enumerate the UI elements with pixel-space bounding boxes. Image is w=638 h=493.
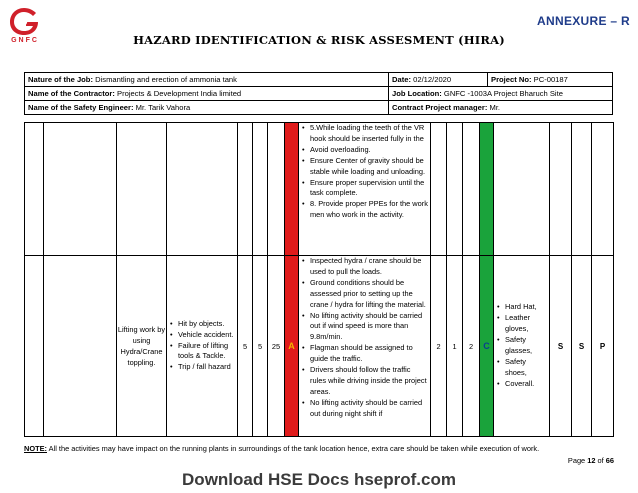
hazard-item: • Failure of lifting tools & Tackle.	[169, 341, 235, 363]
cell-s1	[550, 123, 572, 256]
hira-row-continued	[25, 123, 614, 256]
hira-table	[24, 122, 614, 437]
date-value: 02/12/2020	[413, 75, 452, 84]
cell-risk	[268, 123, 285, 256]
contract-pm-value: Mr.	[489, 103, 501, 112]
cell-s2	[572, 123, 592, 256]
footer-note	[24, 444, 539, 453]
cell-residual-class-green	[480, 123, 494, 256]
project-no-cell: Project No: PC-00187	[488, 73, 613, 87]
info-row-2	[25, 87, 613, 101]
nature-of-job-value: Dismantling and erection of ammonia tank	[95, 75, 237, 84]
job-info-table	[24, 72, 613, 115]
cell-sub-activity	[44, 256, 117, 437]
cell-risk: 25	[268, 256, 285, 437]
hazard-list	[167, 319, 237, 374]
cell-activity	[117, 123, 167, 256]
cell-sub-activity	[44, 123, 117, 256]
contractor-cell: Name of the Contractor: Projects & Development India limited	[25, 87, 389, 101]
cell-residual-likelihood	[447, 123, 463, 256]
cell-controls	[299, 256, 431, 437]
control-item: • 5.While loading the teeth of the VR hook should be inserted fully in the	[301, 123, 428, 145]
cell-likelihood	[253, 123, 268, 256]
hira-row-lifting	[25, 256, 614, 437]
cell-ppe	[494, 123, 550, 256]
cell-residual-class: C	[480, 256, 494, 437]
cell-residual-severity	[431, 123, 447, 256]
page-title: HAZARD IDENTIFICATION & RISK ASSESMENT (HIRA)	[133, 33, 505, 47]
cell-s2: S	[572, 256, 592, 437]
info-row-3	[25, 101, 613, 115]
cell-activity: Lifting work by using Hydra/Crane toppling.	[117, 256, 167, 437]
safety-engineer-value: Mr. Tarik Vahora	[135, 103, 191, 112]
hazard-item: • Hit by objects.	[169, 319, 235, 330]
ppe-item: • Leather gloves,	[496, 313, 547, 335]
control-item: • No lifting activity should be carried out during night shift if	[301, 398, 428, 420]
ppe-list	[494, 302, 549, 389]
hazard-item: • Trip / fall hazard	[169, 362, 235, 373]
date-cell: Date: 02/12/2020	[389, 73, 488, 87]
cell-risk-class-red	[285, 123, 299, 256]
control-item: • Ground conditions should be assessed prior to setting up the crane / hydra for lifting the material.	[301, 278, 428, 311]
control-item: • Flagman should be assigned to guide the traffic.	[301, 343, 428, 365]
note-text: All the activities may have impact on the running plants in surroundings of the tank location hence, extra care should be taken while execution of work.	[47, 444, 540, 453]
cell-p: P	[592, 256, 614, 437]
control-item: • Ensure Center of gravity should be stable while loading and unloading.	[301, 156, 428, 178]
cell-hazard	[167, 256, 238, 437]
controls-list	[299, 256, 430, 420]
annexure-label: ANNEXURE – R	[537, 14, 630, 28]
cell-p	[592, 123, 614, 256]
cell-residual-risk	[463, 123, 480, 256]
logo-text: GNFC	[11, 37, 39, 44]
cell-risk-class: A	[285, 256, 299, 437]
cell-controls-continued	[299, 123, 431, 256]
cell-hazard	[167, 123, 238, 256]
project-no-value: PC-00187	[533, 75, 568, 84]
ppe-item: • Coverall.	[496, 379, 547, 390]
control-item: • Ensure proper supervision until the task complete.	[301, 178, 428, 200]
note-label: NOTE:	[24, 444, 47, 453]
nature-of-job-cell: Nature of the Job: Dismantling and erection of ammonia tank	[25, 73, 389, 87]
ppe-item: • Hard Hat,	[496, 302, 547, 313]
control-item: • Drivers should follow the traffic rules while driving inside the project areas.	[301, 365, 428, 398]
job-location-cell: Job Location: GNFC -1003A Project Bharuch Site	[389, 87, 613, 101]
cell-sr	[25, 123, 44, 256]
control-item: • No lifting activity should be carried out if wind speed is more than 9.8m/min.	[301, 311, 428, 344]
control-item: • Avoid overloading.	[301, 145, 428, 156]
cell-residual-likelihood: 1	[447, 256, 463, 437]
page-number: Page 12 of 66	[567, 456, 614, 465]
ppe-item: • Safety glasses,	[496, 335, 547, 357]
safety-engineer-cell: Name of the Safety Engineer: Mr. Tarik Vahora	[25, 101, 389, 115]
cell-ppe	[494, 256, 550, 437]
download-banner[interactable]: Download HSE Docs hseprof.com	[182, 470, 456, 489]
cell-severity: 5	[238, 256, 253, 437]
info-row-1	[25, 73, 613, 87]
control-item: • 8. Provide proper PPEs for the work men who work in the activity.	[301, 199, 428, 221]
page-current: 12	[587, 456, 596, 465]
page-total: 66	[605, 456, 614, 465]
contract-pm-cell: Contract Project manager: Mr.	[389, 101, 613, 115]
cell-residual-severity: 2	[431, 256, 447, 437]
contractor-value: Projects & Development India limited	[117, 89, 242, 98]
ppe-item: • Safety shoes,	[496, 357, 547, 379]
cell-s1: S	[550, 256, 572, 437]
control-item: • Inspected hydra / crane should be used to pull the loads.	[301, 256, 428, 278]
hazard-item: • Vehicle accident.	[169, 330, 235, 341]
cell-severity	[238, 123, 253, 256]
job-location-value: GNFC -1003A Project Bharuch Site	[443, 89, 563, 98]
cell-likelihood: 5	[253, 256, 268, 437]
controls-list-continued	[299, 123, 430, 221]
cell-residual-risk: 2	[463, 256, 480, 437]
cell-sr	[25, 256, 44, 437]
